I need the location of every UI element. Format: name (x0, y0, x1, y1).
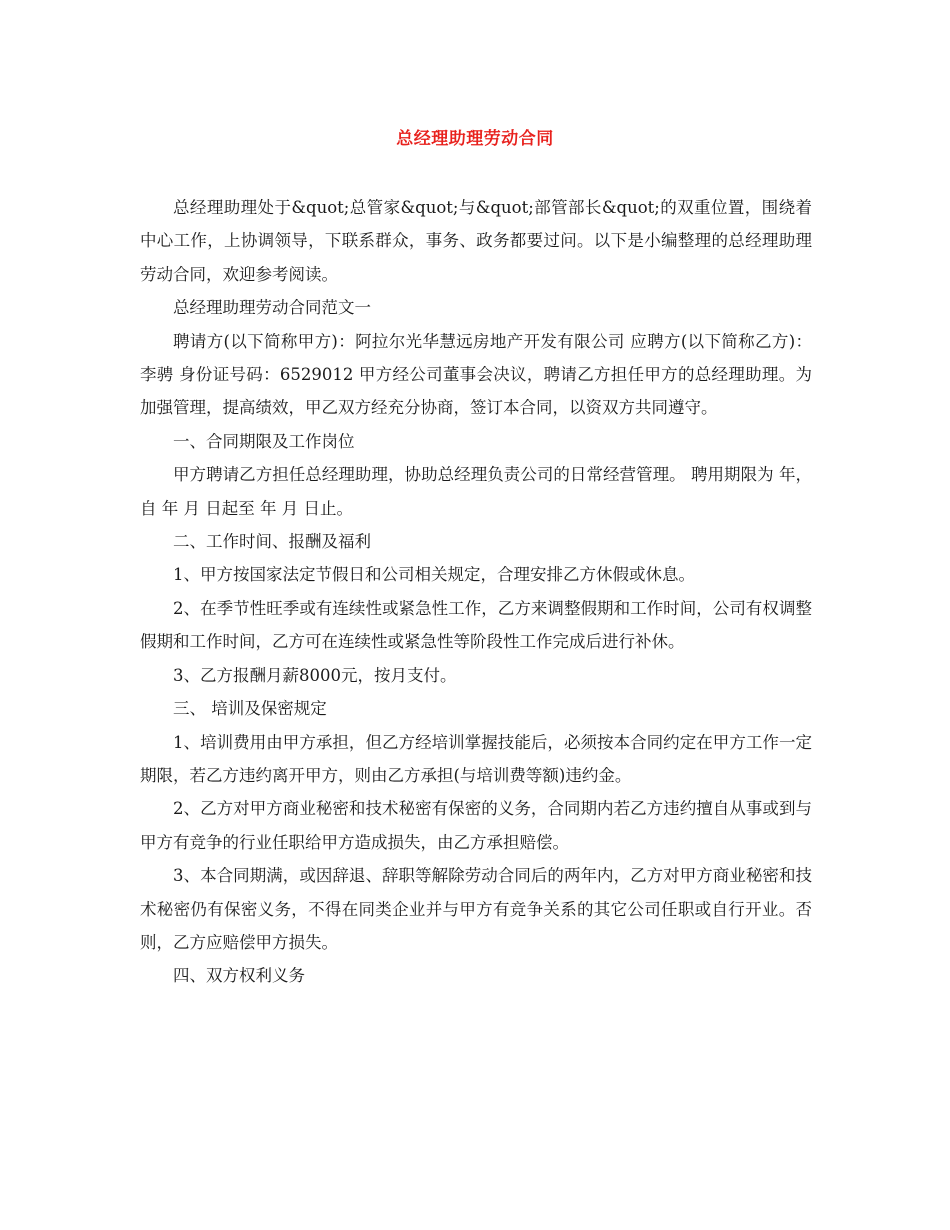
section-heading: 二、工作时间、报酬及福利 (173, 532, 371, 552)
clause-paragraph: 2、在季节性旺季或有连续性或紧急性工作，乙方来调整假期和工作时间，公司有权调整假期和工作时间，乙方可在连续性或紧急性等阶段性工作完成后进行补休。 (140, 598, 812, 652)
clause-paragraph: 3、本合同期满，或因辞退、辞职等解除劳动合同后的两年内，乙方对甲方商业秘密和技术秘密仍有保密义务，不得在同类企业并与甲方有竞争关系的其它公司任职或自行开业。否则，乙方应赔偿甲方损失。 (140, 866, 812, 952)
document-body (140, 191, 812, 993)
section-heading: 四、双方权利义务 (173, 966, 305, 986)
document-title: 总经理助理劳动合同 (396, 129, 554, 149)
clause-paragraph: 2、乙方对甲方商业秘密和技术秘密有保密的义务，合同期内若乙方违约擅自从事或到与甲方有竞争的行业任职给甲方造成损失，由乙方承担赔偿。 (140, 799, 812, 852)
clause-paragraph: 1、甲方按国家法定节假日和公司相关规定，合理安排乙方休假或休息。 (173, 565, 695, 585)
section-heading: 一、合同期限及工作岗位 (173, 431, 355, 451)
parties-paragraph: 聘请方(以下简称甲方)：阿拉尔光华慧远房地产开发有限公司 应聘方(以下简称乙方)：李骋 身份证号码：6529012 甲方经公司董事会决议，聘请乙方担任甲方的总经理助理。为加强管理，提高绩效，甲乙双方经充分协商，签订本合同，以资双方共同遵守。 (140, 331, 812, 418)
section-heading: 总经理助理劳动合同范文一 (173, 298, 371, 318)
clause-paragraph: 甲方聘请乙方担任总经理助理，协助总经理负责公司的日常经营管理。 聘用期限为 年，自 年 月 日起至 年 月 日止。 (140, 465, 812, 518)
clause-paragraph: 3、乙方报酬月薪8000元，按月支付。 (173, 665, 457, 685)
section-heading: 三、 培训及保密规定 (173, 699, 327, 719)
intro-paragraph: 总经理助理处于&quot;总管家&quot;与&quot;部管部长&quot;的双重位置，围绕着中心工作，上协调领导，下联系群众，事务、政务都要过问。以下是小编整理的总经理助理劳动合同，欢迎参考阅读。 (140, 198, 812, 284)
clause-paragraph: 1、培训费用由甲方承担，但乙方经培训掌握技能后，必须按本合同约定在甲方工作一定期限，若乙方违约离开甲方，则由乙方承担(与培训费等额)违约金。 (140, 732, 812, 785)
